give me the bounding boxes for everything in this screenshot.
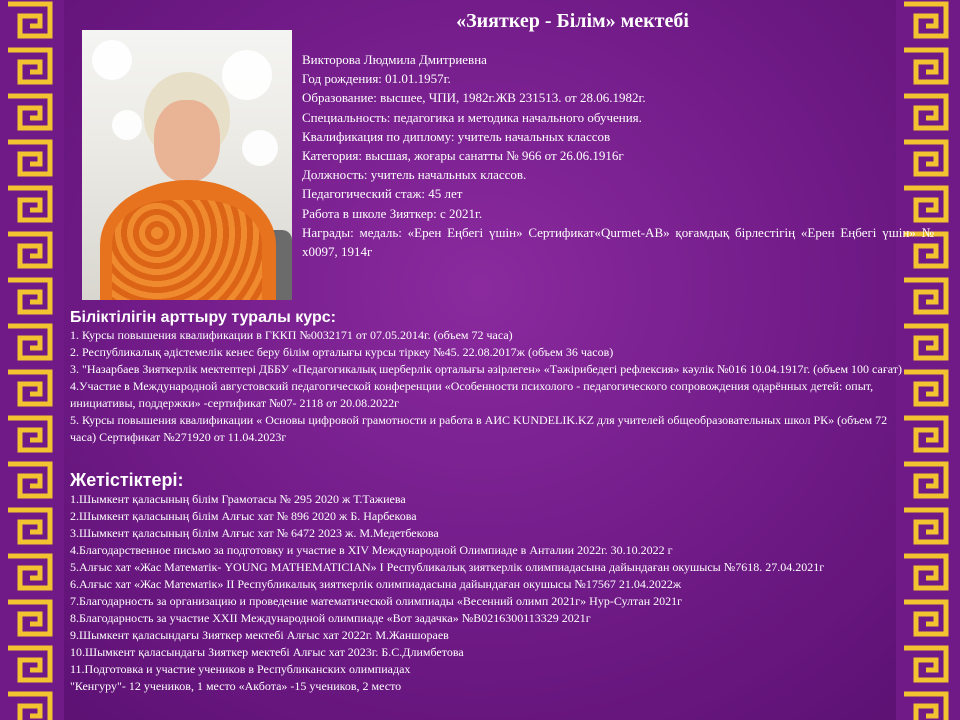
school-title: «Зияткер - Білім» мектебі	[456, 10, 689, 32]
achievement-item: 7.Благодарность за организацию и проведение математической олимпиады «Весенний олимп 2021г» Нур-Султан 2021г	[70, 594, 683, 608]
achievement-item: 6.Алғыс хат «Жас Математік» II Республикалық зияткерлік олимпиадасына дайындаған окушысы №17567 21.04.2022ж	[70, 577, 682, 591]
achievement-item: 5.Алғыс хат «Жас Математік- YOUNG MATHEMATICIAN» I Республикалық зияткерлік олимпиадасына дайындаған окушысы №7618. 27.04.2021г	[70, 560, 825, 574]
achievement-item: 8.Благодарность за участие XXII Международной олимпиаде «Вот задачка» №В0216300113329 2021г	[70, 611, 591, 625]
achievements-section	[70, 470, 904, 695]
achievement-item: 9.Шымкент қаласындағы Зияткер мектебі Алғыс хат 2022г. М.Жаншораев	[70, 628, 449, 642]
teacher-profile	[302, 50, 934, 261]
awards: Награды: медаль: «Ерен Еңбегі үшін» Сертификат«Qurmet-AB» қоғамдық бірлестігің «Ерен Еңбегі үшін» № х0097, 1914г	[302, 224, 934, 260]
achievement-item: 3.Шымкент қаласының білім Алғыс хат № 6472 2023 ж. М.Медетбекова	[70, 526, 439, 540]
category: Категория: высшая, жоғары санатты № 966 от 26.06.1916г	[302, 148, 624, 164]
work-since: Работа в школе Зияткер: с 2021г.	[302, 205, 483, 221]
position: Должность: учитель начальных классов.	[302, 167, 527, 183]
experience: Педагогический стаж: 45 лет	[302, 186, 463, 202]
achievements-title: Жетістіктері:	[70, 470, 184, 490]
achievement-item: "Кенгуру"- 12 учеников, 1 место «Акбота» -15 учеников, 2 место	[70, 679, 402, 693]
birth-year: Год рождения: 01.01.1957г.	[302, 71, 451, 87]
achievement-item: 1.Шымкент қаласының білім Грамотасы № 295 2020 ж Т.Тажиева	[70, 492, 406, 506]
course-item: 1. Курсы повышения квалификации в ГККП №0032171 от 07.05.2014г. (объем 72 часа)	[70, 328, 513, 342]
greek-key-border-left	[0, 0, 64, 720]
achievement-item: 4.Благодарственное письмо за подготовку и участие в XIV Международной Олимпиаде в Анталии 2022г. 30.10.2022 г	[70, 543, 673, 557]
achievement-item: 11.Подготовка и участие учеников в Республиканских олимпиадах	[70, 662, 411, 676]
course-item: 3. "Назарбаев Зияткерлік мектептері ДББУ «Педагогикалық шерберлік орталығы әзірлеген» «Тәжірибедегі рефлексия» кәулік №016 10.04.1917г. (объем 100 сағат)	[70, 362, 903, 376]
qualification: Квалификация по диплому: учитель начальных классов	[302, 128, 611, 144]
achievement-item: 2.Шымкент қаласының білім Алғыс хат № 896 2020 ж Б. Нарбекова	[70, 509, 417, 523]
teacher-portrait-photo	[82, 30, 292, 300]
teacher-name: Викторова Людмила Дмитриевна	[302, 52, 487, 67]
course-item: 4.Участие в Международной августовский педагогической конференции «Особенности психолого - педагогического сопровождения одарённых детей: опыт, инициативы, поддержки» -сертификат №07- 2118 от 20.08.2022г	[70, 379, 874, 410]
education: Образование: высшее, ЧПИ, 1982г.ЖВ 231513. от 28.06.1982г.	[302, 90, 646, 106]
courses-title: Біліктілігін арттыру туралы курс:	[70, 309, 336, 326]
course-item: 5. Курсы повышения квалификации « Основы цифровой грамотности и работа в АИС KUNDELIK.KZ для учителей общеобразовательных школ РК» (объем 72 часа) Сертификат №271920 от 11.04.2023г	[70, 413, 888, 444]
course-item: 2. Республикалық әдістемелік кенес беру білім орталығы курсы тіркеу №45. 22.08.2017ж (объем 36 часов)	[70, 345, 614, 359]
courses-section	[70, 309, 904, 446]
achievement-item: 10.Шымкент қаласындағы Зияткер мектебі Алғыс хат 2023г. Б.С.Длимбетова	[70, 645, 464, 659]
specialty: Специальность: педагогика и методика начального обучения.	[302, 109, 642, 125]
